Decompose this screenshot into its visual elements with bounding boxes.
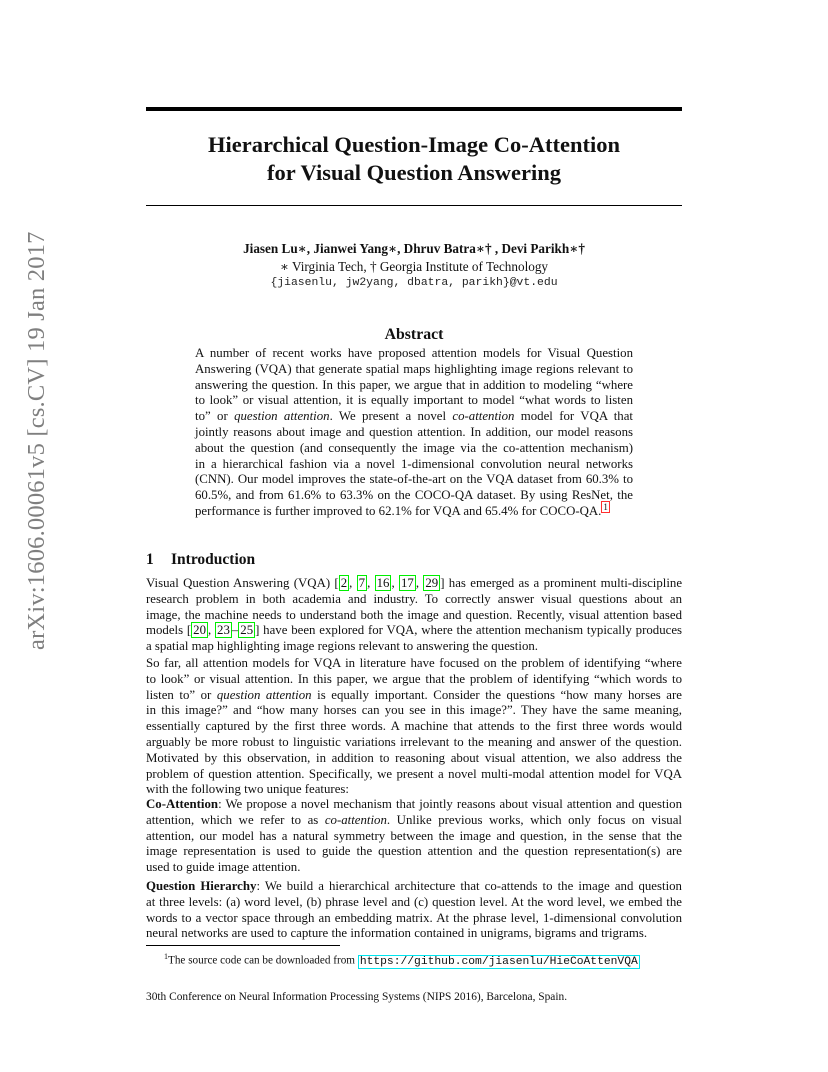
abstract-line [195,501,633,520]
abstract-line [195,409,633,425]
paragraph-line [146,879,682,895]
intro-paragraph-2 [146,656,682,798]
text-span: . Unlike previous works, which only focus on visual [386,812,683,827]
paragraph-line: words to a vector space through an embedding matrix. At the phrase level, 1-dimensional convolution [146,910,682,925]
paragraph-line [146,688,682,704]
paragraph-line: models [ 20 , 23 – 25 ] have been explored for VQA, where the attention mechanism typically produces [146,623,683,638]
text-span: : We propose a novel mechanism that jointly reasons about visual attention and question [218,797,682,811]
citation-link[interactable]: 29 [425,576,439,590]
abstract-line: A number of recent works have proposed attention models for Visual Question [195,346,633,360]
text-span: performance is further improved to 62.1% for VQA and 65.4% for COCO-QA. [195,503,602,518]
abstract-line: 60.5%, and from 61.6% to 63.3% on the COCO-QA dataset. By using ResNet, the [195,488,633,503]
citation-link[interactable]: 17 [401,576,414,590]
text-span: model for VQA that [514,409,633,424]
paragraph-line [146,813,682,829]
title-line-1: Hierarchical Question-Image Co-Attention [207,132,621,157]
abstract-heading: Abstract [384,326,444,343]
paragraph-line: with the following two unique features: [146,782,349,797]
abstract-line: about the question (and consequently the image via the co-attention mechanism) [195,440,633,455]
footnote [164,950,640,969]
paragraph-lead: Question Hierarchy [146,879,257,893]
section-number: 1 [146,551,154,568]
arxiv-stamp [22,231,52,650]
abstract-line: to look” or visual attention, it is equally important to model “what words to listen [195,393,633,408]
paragraph-line: So far, all attention models for VQA in literature have focused on the problem of identifying “where [146,656,682,670]
citation-link[interactable]: 23 [217,623,230,638]
paragraph-line: image, the machine needs to understand both the image and question. Recently, visual attention based [146,607,682,622]
paragraph-line: problem of question attention. Specifically, we present a novel multi-modal attention model for VQA [146,766,682,781]
paragraph-line: research problem in both academia and industry. To correctly answer visual questions about an [146,591,682,606]
paragraph-line: Motivated by this observation, in addition to reasoning about visual attention, we also address the [146,750,682,765]
footnote-mark: 1 [164,952,168,961]
title-line-2: for Visual Question Answering [266,160,561,185]
abstract-line: answering the question. In this paper, we argue that in addition to modeling “where [195,377,633,392]
footnote-rule [146,945,340,946]
paragraph-line: at three levels: (a) word level, (b) phrase level and (c) question level. At the word level, we embed the [146,894,682,909]
abstract-line: in a hierarchical fashion via a novel 1-dimensional convolution neural networks [195,456,633,471]
text-span: : We build a hierarchical architecture that co-attends to the image and question [256,879,682,893]
text-span: listen to” or [146,687,217,702]
text-span: ] has emerged as a prominent multi-discipline [440,576,683,590]
section-title: Introduction [171,551,256,568]
text-span: attention, which we refer to as [146,812,325,827]
footnote-text: The source code can be downloaded from [168,954,358,967]
citation-link[interactable]: 25 [240,623,254,638]
text-span: to” or [195,409,235,424]
citation-link[interactable]: 20 [193,623,207,638]
footnote-link[interactable]: 1 [603,501,608,512]
paragraph-line: to look” or visual attention. In this paper, we argue that the problem of identifying “which words to [146,671,682,686]
paragraph-line: used to guide image attention. [146,860,301,875]
emphasis: co-attention [324,812,387,827]
citation-link[interactable]: 7 [358,576,366,590]
paragraph-line [146,797,682,813]
abstract-line: (CNN). Our model improves the state-of-the-art on the VQA dataset from 60.3% to [195,472,633,487]
co-attention-paragraph [146,797,682,876]
paragraph-line: essentially captured by the first three words. A machine that attends to the first three words would [146,719,682,734]
conference-note: 30th Conference on Neural Information Processing Systems (NIPS 2016), Barcelona, Spain. [146,991,568,1003]
paragraph-line: neural networks are used to capture the information contained in unigrams, bigrams and trigrams. [146,926,648,941]
paragraph-line: arguably be more robust to linguistic variations irrelevant to the meaning and answer of the question. [146,734,682,749]
text-span: ] have been explored for VQA, where the attention mechanism typically produces [255,623,683,638]
text-span: is equally important. Consider the questions “how many horses are [311,687,682,702]
paragraph-line: attention, our model has a natural symmetry between the image and question, in the sense that the [146,828,682,843]
section-heading [146,551,255,569]
abstract-line: Answering (VQA) that generate spatial maps highlighting image regions relevant to [195,361,633,376]
question-hierarchy-paragraph [146,879,682,942]
github-link[interactable]: https://github.com/jiasenlu/HieCoAttenVQA [359,955,638,968]
paragraph-line: in this image?” and “how many horses can you see in this image?”. They have the same meaning, [146,703,682,718]
emphasis: question attention [234,409,330,424]
citation-link[interactable]: 16 [376,576,390,590]
abstract-line: jointly reasons about image and question attention. In addition, our model reasons [195,424,633,439]
paragraph-line: a spatial map highlighting image regions relevant to answering the question. [146,639,538,654]
emphasis: question attention [216,687,312,702]
title-bottom-rule [146,205,682,206]
paper-title [146,131,682,187]
paragraph-line: Visual Question Answering (VQA) [ 2 , 7 , 16 , 17 , 29 ] has emerged as a prominent multi-discipline [146,576,683,590]
text-span: models [ [146,623,192,638]
arxiv-identifier: arXiv:1606.00061v5 [cs.CV] 19 Jan 2017 [23,231,50,650]
paragraph-line: image representation is used to guide the question attention and the question representation(s) are [146,844,682,859]
text-span: Visual Question Answering (VQA) [ [146,576,339,590]
title-top-rule [146,107,682,111]
author-list: Jiasen Lu∗, Jianwei Yang∗, Dhruv Batra∗† , Devi Parikh∗† [243,241,585,256]
affiliations: ∗ Virginia Tech, † Georgia Institute of Technology [279,259,549,274]
emphasis: co-attention [452,409,515,424]
citation-link[interactable]: 2 [340,576,348,590]
intro-paragraph-1 [146,576,682,655]
abstract-body [195,346,633,520]
text-span: . We present a novel [329,409,453,424]
author-emails: {jiasenlu, jw2yang, dbatra, parikh}@vt.edu [270,277,558,289]
paragraph-lead: Co-Attention [146,797,219,811]
